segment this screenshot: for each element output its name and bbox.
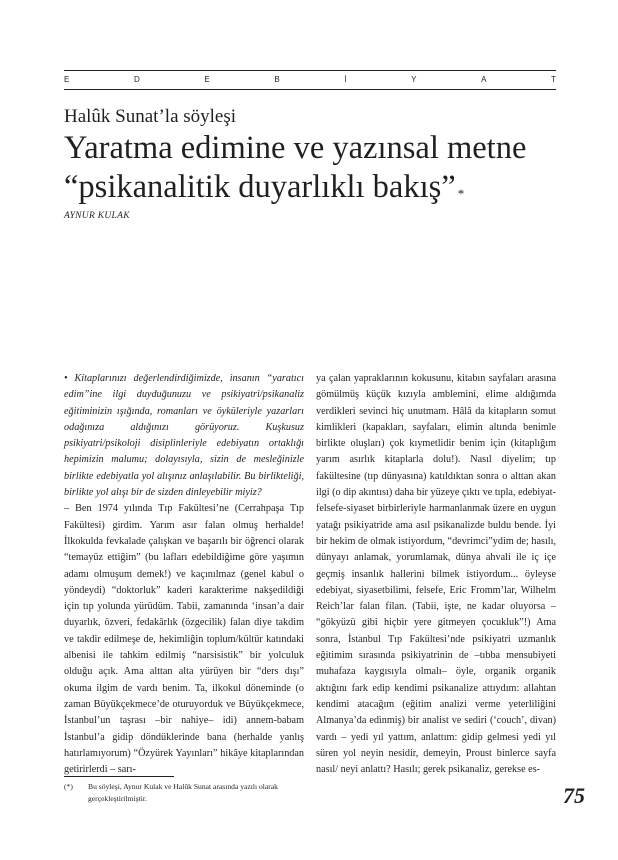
section-letter: B [274, 75, 280, 84]
section-letter: T [551, 75, 556, 84]
page-number: 75 [563, 783, 585, 808]
section-header [64, 75, 556, 84]
footnote [64, 781, 304, 805]
interview-question: • Kitaplarınızı değerlendirdiğimizde, insanın “yaratıcı edim”ine ilgi duyduğunuzu ve psikiyatri/psikanaliz eğitiminizin ışığında, romanları ve öyküleriyle yazarları odağınıza aldığınızı görüyoruz. Kuşkusuz psikiyatri/psikoloji disiplinleriyle edebiyatın ortaklığı hepimizin malumu; dolayısıyla, sizin de mesleğinizle birlikte edebiyatla yol alışınız anlaşılabilir. Bu birlikteliği, birlikte yol alışı bir de sizden dinleyebilir miyiz? [64, 373, 304, 499]
section-letter: D [133, 75, 140, 84]
author-name: AYNUR KULAK [64, 211, 130, 221]
article-title [64, 129, 564, 207]
footnote-rule [64, 776, 174, 777]
left-column [64, 371, 304, 778]
section-letter: A [481, 75, 487, 84]
interview-answer: – Ben 1974 yılında Tıp Fakültesi’ne (Cerrahpaşa Tıp Fakültesi) girdim. Yarım asır falan olmuş herhalde! İlkokulda fevkalade çalışkan ve başarılı bir öğrenci olarak “temayüz ettiğim” (bu lafları edebildiğime göre yaşımın adamı olmuşum demek!) ve kaçınılmaz (genel kabul o yöndeydi) “doktorluk” kaderi karakterime nakşedildiği için tıp yolunda yürüdüm. Tabii, zamanında ‘insan’a dair duyarlık, özveri, fedakârlık (özgecilik) falan diye takdim ve takdir edilmeşe de, hekimliğin toplum/kültür katındaki albenisi ile tahkim edilmiş “narsisistik” bir yolculuk olduğu açık. Ama alttan alta yürüyen bir “ders dışı” okuma ilgim de vardı benim. Ta, ilkokul döneminde (o zaman Büyükçekmece’de oturuyorduk ve Büyükçekmece, İstanbul’un taşrası –bir nahiye– idi) annem-babam İstanbul’a gidip döndüklerinde bana (herhalde yanlış hatırlamıyorum) “Özyürek Yayınları” hikâye kitaplarından getirirlerdi – sarı- [64, 503, 304, 776]
title-line-2: “psikanalitik duyarlıklı bakış” [64, 169, 456, 205]
footnote-line-2: gerçekleştirilmiştir. [88, 794, 147, 803]
section-letter: İ [344, 75, 347, 84]
title-line-1: Yaratma edimine ve yazınsal metne [64, 130, 527, 166]
answer-continued: ya çalan yapraklarının kokusunu, kitabın sayfaları arasına gömülmüş küçük kızıyla amblemini, elime aldığımda verdikleri sevinci hiç unutmam. Hâlâ da kitapların somut kimlikleri (kapakları, sayfaları, elimin altında benimle birlikte oluşları) çok kıymetlidir benim için (kitaplığım yarım asırlık kitaplarla dolu!). Nasıl diyelim; tıp fakültesine (tıp dünyasına) katıldıktan sonra o alttan akan ilgi (o dip akıntısı) daha bir yüzeye çıktı ve tıpla, edebiyat-felsefe-siyaset birbirleriyle harmanlanmak üzere en uygun yatağı psikiyatride ama asıl psikanalizde buldu bende. İyi bir hekim de olmak istiyordum, “devrimci”ydim de; hasılı, dünyayı anlamak, yorumlamak, dünya ahvali ile iç içe geçmiş insanlık hallerini bilmek istiyordum... öyleyse edebiyat, siyasetbilimi, felsefe, Eric Fromm’lar, Wilhelm Reich’lar falan filan. (Tabii, işte, ne kadar oluyorsa – “gökyüzü gibi hiçbir yere gitmeyen çocukluk”!) Ama sonra, İstanbul Tıp Fakültesi’nde psikiyatri uzmanlık eğitimim sırasında psikiyatrinin de –tıbba mensubiyeti muhafaza kaygısıyla olmalı– öyle, organik organik aktığını fark edip kendimi psikanalize attıydım: allahtan kendimi atacağım (eğitim analizi verme yeterliliğini Almanya’da edinmiş) bir analist ve sediri (‘couch’, divan) vardı – yedi yıl yattım, anlattım: gidip gelmesi yedi yıl süren yol neyin nesidir, demeyin, Proust binlerce sayfa nasıl/ neyi anlattı? Hasılı; gerek psikanaliz, gerekse es- [316, 373, 556, 776]
right-column [316, 371, 556, 778]
footnote-line-1: Bu söyleşi, Aynur Kulak ve Halûk Sunat arasında yazılı olarak [88, 782, 278, 791]
article-kicker: Halûk Sunat’la söyleşi [64, 106, 237, 127]
section-letter: E [204, 75, 210, 84]
footnote-mark: (*) [64, 782, 73, 791]
section-letter: E [64, 75, 70, 84]
header-top-rule [64, 70, 556, 71]
title-footnote-mark: * [457, 186, 465, 201]
section-letter: Y [411, 75, 417, 84]
header-bottom-rule [64, 89, 556, 90]
